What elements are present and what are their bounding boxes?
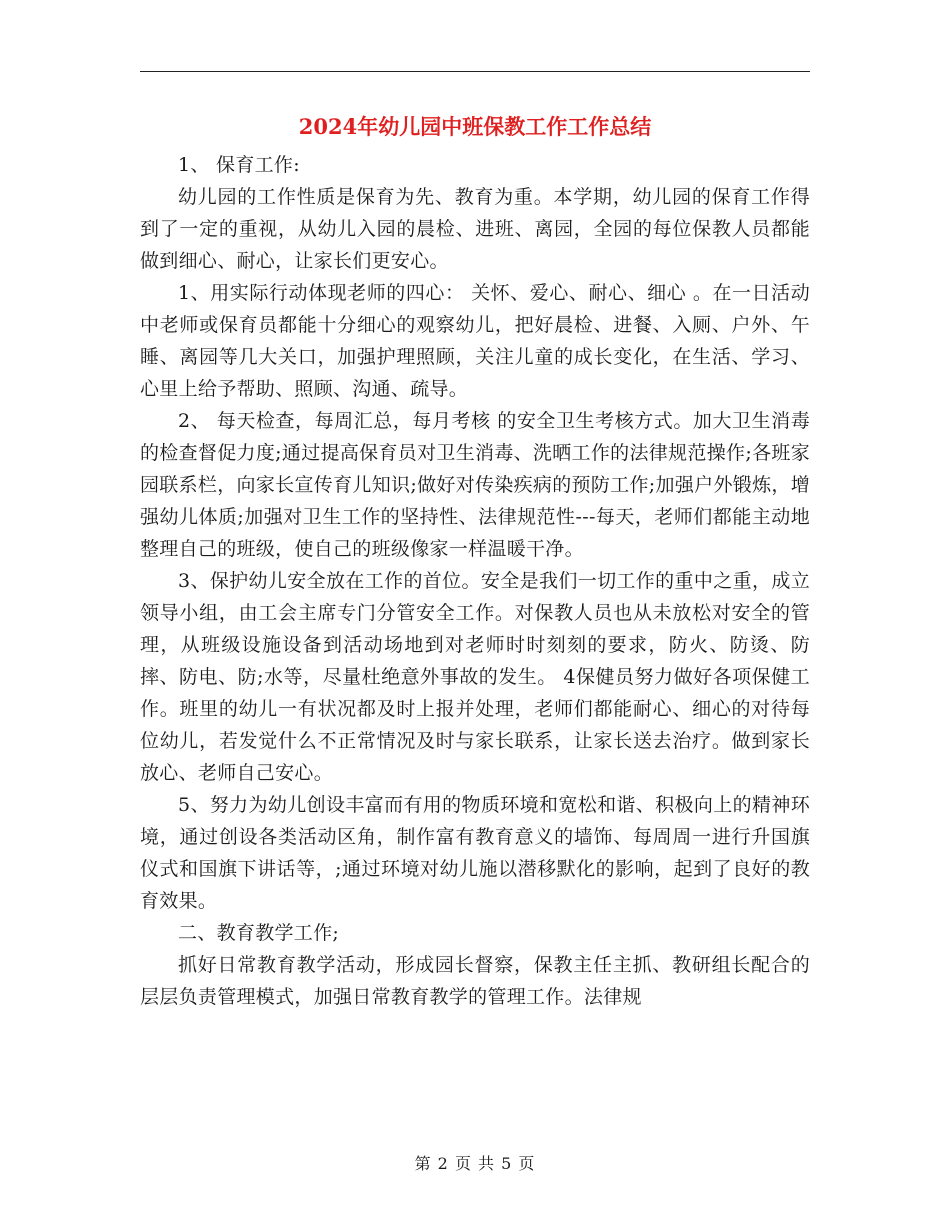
paragraph: 抓好日常教育教学活动，形成园长督察，保教主任主抓、教研组长配合的层层负责管理模式，加强日常教育教学的管理工作。法律规 [140,954,810,1008]
document-body [140,149,810,1013]
paragraph: 5、努力为幼儿创设丰富而有用的物质环境和宽松和谐、积极向上的精神环境，通过创设各类活动区角，制作富有教育意义的墙饰、每周周一进行升国旗仪式和国旗下讲话等，;通过环境对幼儿施以潜移默化的影响，起到了良好的教育效果。 [140,794,810,912]
header-rule [140,71,810,72]
paragraph: 1、 保育工作: [178,154,300,176]
paragraph: 1、用实际行动体现老师的四心： 关怀、爱心、耐心、细心 。在一日活动中老师或保育员都能十分细心的观察幼儿，把好晨检、进餐、入厕、户外、午睡、离园等几大关口，加强护理照顾，关注儿童的成长变化，在生活、学习、心里上给予帮助、照顾、沟通、疏导。 [140,282,810,400]
page-title: 2024年幼儿园中班保教工作工作总结 [298,114,652,139]
paragraph: 幼儿园的工作性质是保育为先、教育为重。本学期，幼儿园的保育工作得到了一定的重视，从幼儿入园的晨检、进班、离园，全园的每位保教人员都能做到细心、耐心，让家长们更安心。 [140,186,810,272]
paragraph: 3、保护幼儿安全放在工作的首位。安全是我们一切工作的重中之重，成立领导小组，由工会主席专门分管安全工作。对保教人员也从未放松对安全的管理，从班级设施设备到活动场地到对老师时时刻刻的要求，防火、防烫、防摔、防电、防;水等，尽量杜绝意外事故的发生。 4保健员努力做好各项保健工作。班里的幼儿一有状况都及时上报并处理，老师们都能耐心、细心的对待每位幼儿，若发觉什么不正常情况及时与家长联系，让家长送去治疗。做到家长放心、老师自己安心。 [140,570,810,784]
page-number: 第 2 页 共 5 页 [414,1154,536,1173]
paragraph: 二、教育教学工作; [178,922,340,944]
paragraph: 2、 每天检查，每周汇总，每月考核 的安全卫生考核方式。加大卫生消毒的检查督促力度;通过提高保育员对卫生消毒、洗晒工作的法律规范操作;各班家园联系栏，向家长宣传育儿知识;做好对传染疾病的预防工作;加强户外锻炼，增强幼儿体质;加强对卫生工作的坚持性、法律规范性---每天，老师们都能主动地整理自己的班级，使自己的班级像家一样温暖干净。 [140,410,810,560]
